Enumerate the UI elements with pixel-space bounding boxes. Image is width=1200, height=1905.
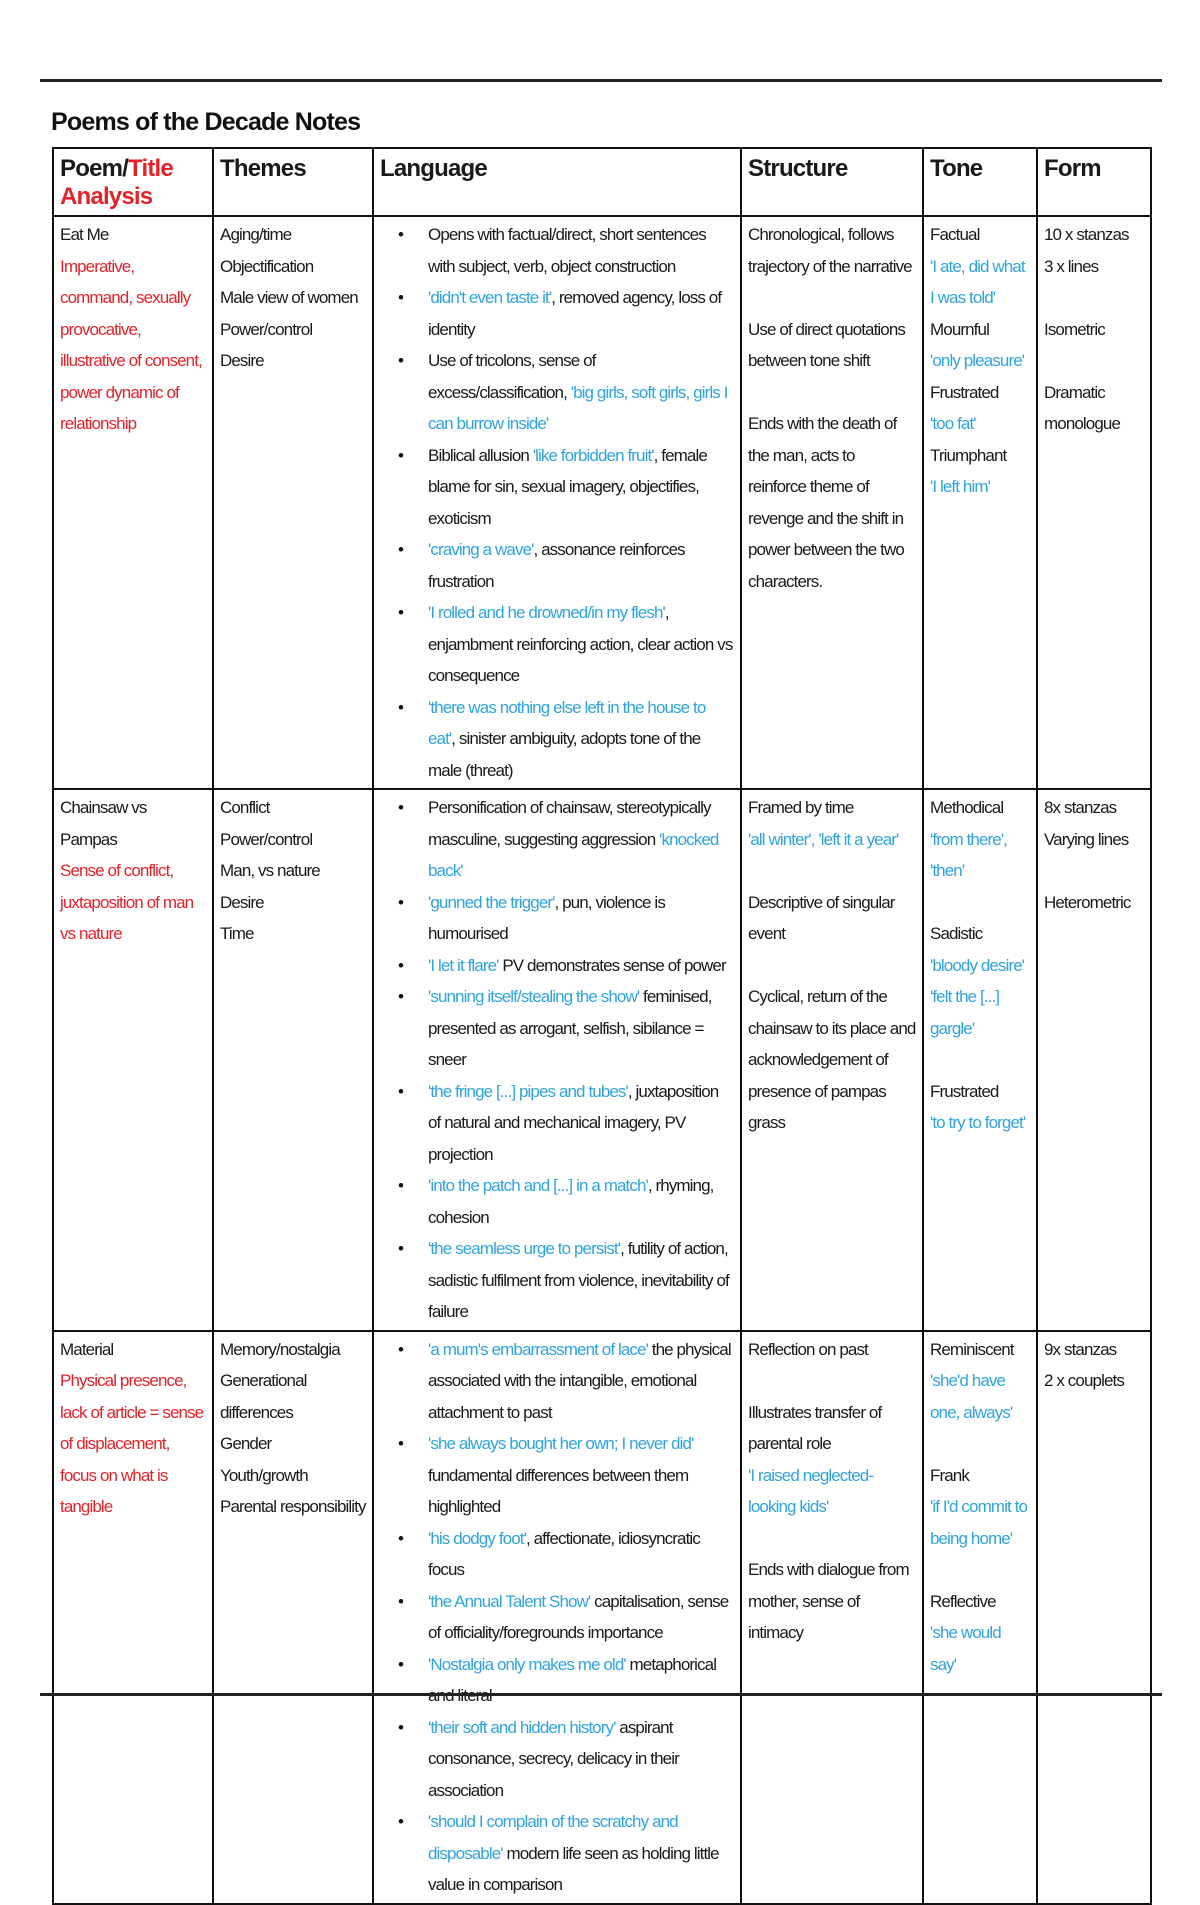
header-structure: Structure <box>741 148 923 216</box>
language-point: • 'their soft and hidden history' aspirant consonance, secrecy, delicacy in their association <box>428 1712 734 1807</box>
structure-note: Descriptive of singular event <box>748 892 895 943</box>
tone-label: Sadistic <box>930 924 983 943</box>
language-point: • 'didn't even taste it', removed agency, loss of identity <box>428 282 734 345</box>
language-point: • 'a mum's embarrassment of lace' the physical associated with the intangible, emotional attachment to past <box>428 1334 734 1429</box>
tone-cell <box>923 789 1037 1331</box>
tone-quote: 'bloody desire' 'felt the [...] gargle' <box>930 955 1025 1038</box>
header-title-analysis: Title Analysis <box>60 155 173 210</box>
title-analysis: Physical presence, lack of article = sense of displacement, focus on what is tangible <box>60 1371 204 1516</box>
poem-cell <box>53 789 213 1331</box>
quote: 'knocked back' <box>428 829 719 880</box>
language-point: • 'I let it flare' PV demonstrates sense of power <box>428 950 734 982</box>
tone-cell <box>923 216 1037 789</box>
quote: 'Nostalgia only makes me old' <box>428 1654 626 1674</box>
top-rule <box>40 79 1162 82</box>
language-point: • 'Nostalgia only makes me old' metaphorical <box>428 1649 734 1712</box>
bottom-rule <box>40 1693 1162 1696</box>
tone-quote: 'I left him' <box>930 477 990 496</box>
theme-item: Generational differences <box>220 1371 307 1422</box>
structure-note: Ends with the death of the man, acts to reinforce theme of revenge and the shift in power between the two characters. <box>748 414 904 591</box>
tone-quote: 'only pleasure' <box>930 351 1025 370</box>
theme-item: Time <box>220 924 254 943</box>
poem-cell <box>53 216 213 789</box>
form-item: Isometric <box>1044 319 1105 339</box>
tone-cell <box>923 1331 1037 1904</box>
form-item: Varying lines <box>1044 829 1129 849</box>
theme-item: Male view of women <box>220 288 358 307</box>
form-item: 8x stanzas <box>1044 798 1117 817</box>
language-point: • 'she always bought her own; I never did' fundamental differences between them highlighted <box>428 1428 734 1523</box>
language-list <box>380 792 734 1328</box>
language-point: • 'sunning itself/stealing the show' feminised, presented as arrogant, selfish, sibilance = sneer <box>428 981 734 1076</box>
language-list <box>380 1334 734 1901</box>
quote: 'like forbidden fruit' <box>532 445 654 465</box>
theme-item: Objectification <box>220 256 314 276</box>
structure-quote: 'I raised neglected-looking kids' <box>748 1465 874 1516</box>
structure-quote: 'all winter', 'left it a year' <box>748 829 899 849</box>
structure-note: Reflection on past <box>748 1339 868 1359</box>
table-header-row <box>53 148 1151 216</box>
theme-item: Youth/growth <box>220 1465 308 1485</box>
tone-label: Frustrated <box>930 382 999 402</box>
quote: 'the fringe [...] pipes and tubes' <box>428 1081 628 1101</box>
quote: 'should I complain of the scratchy and disposable' <box>428 1812 678 1863</box>
language-list <box>380 219 734 786</box>
quote: 'I let it flare' <box>428 955 499 975</box>
quote: 'into the patch and [...] in a match' <box>428 1176 648 1195</box>
form-cell <box>1037 789 1151 1331</box>
quote: 'big girls, soft girls, girls I can burrow inside' <box>428 382 728 433</box>
structure-note: Illustrates transfer of parental role <box>748 1402 882 1453</box>
theme-item: Power/control <box>220 829 313 849</box>
quote: 'didn't even taste it' <box>428 288 552 307</box>
language-point: • Biblical allusion 'like forbidden fruit', female blame for sin, sexual imagery, objectifies, exoticism <box>428 440 734 535</box>
form-cell <box>1037 1331 1151 1904</box>
language-point: • Opens with factual/direct, short sentences with subject, verb, object construction <box>428 219 734 282</box>
language-point: • 'I rolled and he drowned/in my flesh', enjambment reinforcing action, clear action vs consequence <box>428 597 734 692</box>
structure-note: Chronological, follows trajectory of the narrative <box>748 225 912 276</box>
language-point: • 'into the patch and [...] in a match', rhyming, cohesion <box>428 1170 734 1233</box>
theme-item: Man, vs nature <box>220 861 320 880</box>
themes-cell <box>213 1331 373 1904</box>
quote: 'she always bought her own; I never did' <box>428 1434 694 1453</box>
title-analysis: Imperative, command, sexually provocative, illustrative of consent, power dynamic of relationship <box>60 256 202 433</box>
language-point: • 'the seamless urge to persist', futility of action, sadistic fulfilment from violence, inevitability of failure <box>428 1233 734 1328</box>
theme-item: Desire <box>220 892 264 912</box>
quote: 'the Annual Talent Show' <box>428 1591 591 1611</box>
tone-label: Reminiscent <box>930 1339 1014 1359</box>
form-item: 2 x couplets <box>1044 1371 1124 1390</box>
tone-label: Frank <box>930 1465 969 1485</box>
table-row <box>53 789 1151 1331</box>
language-point: • 'there was nothing else left in the house to eat', sinister ambiguity, adopts tone of the male (threat) <box>428 692 734 787</box>
quote: 'a mum's embarrassment of lace' <box>428 1339 648 1359</box>
theme-item: Power/control <box>220 319 313 339</box>
tone-quote: 'she would say' <box>930 1623 1001 1674</box>
header-tone: Tone <box>923 148 1037 216</box>
form-item: 3 x lines <box>1044 256 1099 276</box>
header-themes: Themes <box>213 148 373 216</box>
form-item: 10 x stanzas <box>1044 225 1129 244</box>
title-analysis: Sense of conflict, juxtaposition of man vs nature <box>60 861 194 943</box>
theme-item: Memory/nostalgia <box>220 1339 340 1359</box>
table-row <box>53 216 1151 789</box>
themes-cell <box>213 789 373 1331</box>
structure-note: Use of direct quotations between tone shift <box>748 319 905 370</box>
form-item: Dramatic monologue <box>1044 382 1121 433</box>
theme-item: Desire <box>220 351 264 370</box>
quote: 'I rolled and he drowned/in my flesh' <box>428 603 665 622</box>
poem-name: Material <box>60 1339 114 1359</box>
theme-item: Aging/time <box>220 225 292 244</box>
tone-quote: 'too fat' <box>930 414 976 433</box>
theme-item: Gender <box>220 1434 272 1453</box>
language-cell <box>373 216 741 789</box>
tone-label: Frustrated <box>930 1081 999 1101</box>
structure-cell <box>741 789 923 1331</box>
poem-name: Chainsaw vs Pampas <box>60 798 147 849</box>
header-form: Form <box>1037 148 1151 216</box>
language-point: • 'the Annual Talent Show' capitalisation, sense of officiality/foregrounds importance <box>428 1586 734 1649</box>
quote: 'his dodgy foot' <box>428 1528 526 1548</box>
language-cell <box>373 789 741 1331</box>
language-point: • 'his dodgy foot', affectionate, idiosyncratic focus <box>428 1523 734 1586</box>
language-point: • Use of tricolons, sense of excess/classification, 'big girls, soft girls, girls I can burrow inside' <box>428 345 734 440</box>
form-item: Heterometric <box>1044 892 1131 912</box>
structure-note: Framed by time <box>748 798 854 817</box>
quote: 'their soft and hidden history' <box>428 1717 616 1737</box>
header-poem: Poem/Title Analysis <box>53 148 213 216</box>
quote: 'there was nothing else left in the house to eat' <box>428 697 706 748</box>
quote: 'the seamless urge to persist' <box>428 1239 621 1258</box>
language-cell <box>373 1331 741 1904</box>
table-row <box>53 1331 1151 1904</box>
header-language: Language <box>373 148 741 216</box>
structure-cell <box>741 216 923 789</box>
tone-label: Methodical <box>930 798 1004 817</box>
tone-label: Reflective <box>930 1591 996 1611</box>
tone-quote: 'I ate, did what I was told' <box>930 256 1025 307</box>
poem-name: Eat Me <box>60 225 109 244</box>
page-title: Poems of the Decade Notes <box>51 108 361 136</box>
theme-item: Conflict <box>220 798 270 817</box>
tone-quote: 'to try to forget' <box>930 1113 1026 1132</box>
poem-cell <box>53 1331 213 1904</box>
structure-note: Ends with dialogue from mother, sense of intimacy <box>748 1560 909 1642</box>
themes-cell <box>213 216 373 789</box>
structure-cell <box>741 1331 923 1904</box>
language-point: • 'craving a wave', assonance reinforces frustration <box>428 534 734 597</box>
tone-quote: 'if I'd commit to being home' <box>930 1497 1027 1548</box>
tone-label: Triumphant <box>930 445 1007 465</box>
language-point: • Personification of chainsaw, stereotypically masculine, suggesting aggression 'knocked back' <box>428 792 734 887</box>
form-cell <box>1037 216 1151 789</box>
language-point: • 'should I complain of the scratchy and disposable' modern life seen as holding little value in comparison <box>428 1806 734 1901</box>
tone-quote: 'from there', 'then' <box>930 829 1007 880</box>
quote: 'sunning itself/stealing the show' <box>428 987 640 1006</box>
tone-label: Factual <box>930 225 980 244</box>
structure-note: Cyclical, return of the chainsaw to its place and acknowledgement of presence of pampas grass <box>748 987 916 1132</box>
form-item: 9x stanzas <box>1044 1339 1117 1359</box>
quote: 'craving a wave' <box>428 540 534 559</box>
tone-label: Mournful <box>930 319 989 339</box>
language-point: • 'the fringe [...] pipes and tubes', juxtaposition of natural and mechanical imagery, PV projection <box>428 1076 734 1171</box>
theme-item: Parental responsibility <box>220 1497 366 1516</box>
language-point: • 'gunned the trigger', pun, violence is humourised <box>428 887 734 950</box>
tone-quote: 'she'd have one, always' <box>930 1371 1013 1422</box>
quote: 'gunned the trigger' <box>428 892 555 912</box>
notes-table <box>52 147 1152 1905</box>
